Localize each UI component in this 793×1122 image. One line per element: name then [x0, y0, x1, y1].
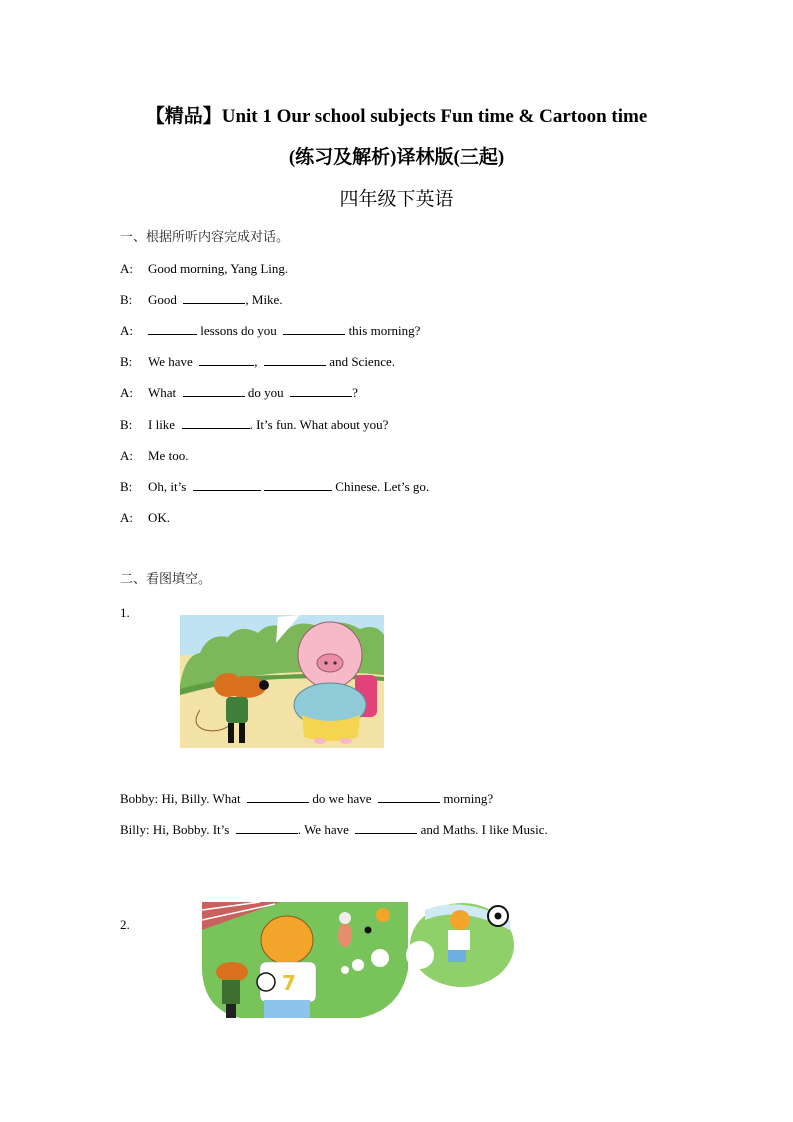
dialogue-text: this morning? — [345, 323, 421, 338]
speaker-label: B: — [120, 417, 133, 432]
question-text: . We have — [297, 822, 353, 837]
dialogue-line — [120, 385, 358, 401]
dialogue-line — [120, 417, 388, 433]
dialogue-text: Chinese. Let’s go. — [332, 479, 430, 494]
answer-blank[interactable] — [148, 323, 197, 335]
dialogue-text: . It’s fun. What about you? — [249, 417, 389, 432]
speaker-label: A: — [120, 323, 133, 338]
dialogue-line — [120, 261, 288, 277]
dialogue-text: lessons do you — [197, 323, 281, 338]
question-text: Bobby: Hi, Billy. What — [120, 791, 244, 806]
answer-blank[interactable] — [182, 417, 250, 429]
question-text: and Maths. I like Music. — [417, 822, 548, 837]
dialogue-text: OK. — [148, 510, 171, 525]
speaker-label: A: — [120, 448, 133, 463]
dialogue-text: Good morning, Yang Ling. — [148, 261, 289, 276]
speaker-label: A: — [120, 385, 133, 400]
dialogue-text: and Science. — [326, 354, 395, 369]
dialogue-text: Good — [148, 292, 181, 307]
section1-heading: 一、根据所听内容完成对话。 — [120, 230, 290, 245]
answer-blank[interactable] — [264, 354, 326, 366]
answer-blank[interactable] — [355, 822, 417, 834]
dialogue-line — [120, 510, 170, 526]
speaker-label: A: — [120, 510, 133, 525]
question-number: 1. — [120, 605, 130, 620]
document-grade: 四年级下英语 — [339, 189, 454, 210]
dialogue-text: We have — [148, 354, 197, 369]
cartoon-mouse-and-pig-image — [180, 615, 384, 748]
document-title: 【精品】Unit 1 Our school subjects Fun time & Cartoon time — [145, 106, 648, 127]
dialogue-line — [120, 292, 283, 308]
answer-blank[interactable] — [236, 822, 298, 834]
answer-blank[interactable] — [378, 791, 440, 803]
dialogue-line — [120, 323, 420, 339]
dialogue-line — [120, 354, 395, 370]
dialogue-text: Oh, it’s — [148, 479, 190, 494]
dialogue-text: do you — [244, 385, 287, 400]
question-number: 2. — [120, 917, 130, 932]
answer-blank[interactable] — [193, 479, 261, 491]
dialogue-text: I like — [148, 417, 179, 432]
dialogue-text: What — [148, 385, 180, 400]
dialogue-line — [120, 479, 429, 495]
question-text: Billy: Hi, Bobby. It’s — [120, 822, 233, 837]
question-text: morning? — [440, 791, 494, 806]
answer-blank[interactable] — [283, 323, 345, 335]
dialogue-text: Me too. — [148, 448, 189, 463]
section2-heading: 二、看图填空。 — [120, 572, 212, 587]
cartoon-tiger-football-image — [200, 900, 520, 1020]
dialogue-text: , — [254, 354, 261, 369]
document-subtitle: (练习及解析)译林版(三起) — [288, 147, 505, 168]
answer-blank[interactable] — [199, 354, 254, 366]
speaker-label: A: — [120, 261, 133, 276]
answer-blank[interactable] — [290, 385, 352, 397]
answer-blank[interactable] — [247, 791, 309, 803]
speaker-label: B: — [120, 479, 133, 494]
question-line — [120, 822, 548, 838]
dialogue-text: ? — [352, 385, 358, 400]
speaker-label: B: — [120, 354, 133, 369]
answer-blank[interactable] — [264, 479, 332, 491]
speaker-label: B: — [120, 292, 133, 307]
svg-text:7: 7 — [282, 971, 296, 995]
answer-blank[interactable] — [183, 385, 245, 397]
dialogue-text: , Mike. — [245, 292, 283, 307]
question-line — [120, 791, 493, 807]
dialogue-line — [120, 448, 188, 464]
question-text: do we have — [309, 791, 375, 806]
answer-blank[interactable] — [183, 292, 245, 304]
